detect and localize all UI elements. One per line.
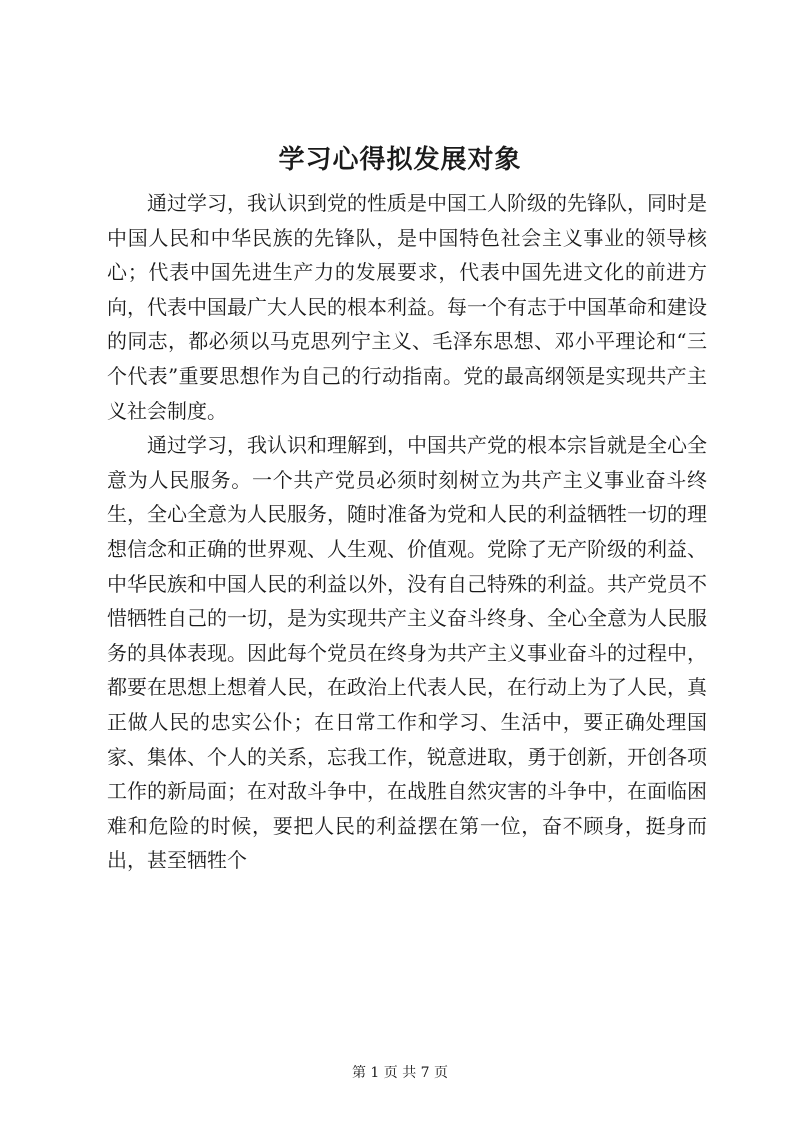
paragraph-1: 通过学习，我认识到党的性质是中国工人阶级的先锋队，同时是中国人民和中华民族的先锋队，是中国特色社会主义事业的领导核心；代表中国先进生产力的发展要求，代表中国先进文化的前进方向，代表中国最广大人民的根本利益。每一个有志于中国革命和建设的同志，都必须以马克思列宁主义、毛泽东思想、邓小平理论和“三个代表”重要思想作为自己的行动指南。党的最高纲领是实现共产主义社会制度。 [107, 191, 707, 423]
paragraph-2: 通过学习，我认识和理解到，中国共产党的根本宗旨就是全心全意为人民服务。一个共产党员必须时刻树立为共产主义事业奋斗终生，全心全意为人民服务，随时准备为党和人民的利益牺牲一切的理想信念和正确的世界观、人生观、价值观。党除了无产阶级的利益、中华民族和中国人民的利益以外，没有自己特殊的利益。共产党员不惜牺牲自己的一切，是为实现共产主义奋斗终身、全心全意为人民服务的具体表现。因此每个党员在终身为共产主义事业奋斗的过程中，都要在思想上想着人民，在政治上代表人民，在行动上为了人民，真正做人民的忠实公仆；在日常工作和学习、生活中，要正确处理国家、集体、个人的关系，忘我工作，锐意进取，勇于创新，开创各项工作的新局面；在对敌斗争中，在战胜自然灾害的斗争中，在面临困难和危险的时候，要把人民的利益摆在第一位，奋不顾身，挺身而出，甚至牺牲个 [107, 433, 707, 873]
document-body [107, 186, 707, 878]
page-number-footer: 第 1 页 共 7 页 [351, 1065, 449, 1081]
document-title: 学习心得拟发展对象 [278, 145, 522, 175]
